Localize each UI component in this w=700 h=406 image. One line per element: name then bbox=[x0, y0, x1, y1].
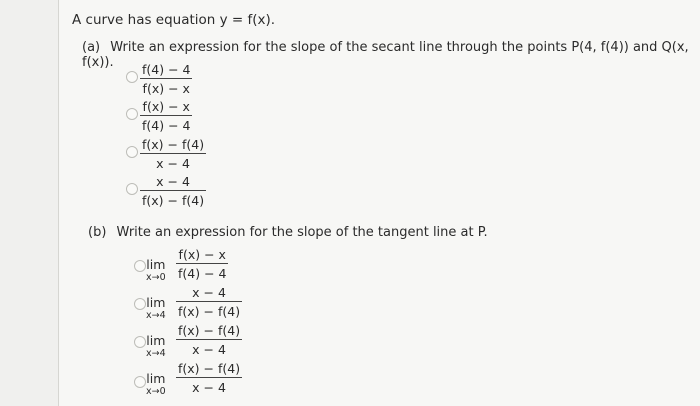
numerator: f(x) − f(4) bbox=[142, 137, 205, 152]
part-a-option-4-fraction bbox=[140, 174, 206, 208]
part-a-option-3-radio[interactable] bbox=[126, 146, 138, 158]
limit-word: lim bbox=[146, 371, 166, 386]
problem-text: A curve has equation y = f(x). bbox=[72, 12, 276, 28]
part-b-question: Write an expression for the slope of the tangent line at P. bbox=[116, 225, 488, 240]
part-b-option-1-fraction bbox=[176, 247, 228, 281]
denominator: x − 4 bbox=[156, 156, 190, 171]
part-b-option-3-limit bbox=[146, 334, 166, 360]
limit-subscript: x→0 bbox=[146, 386, 166, 397]
limit-word: lim bbox=[146, 295, 166, 310]
part-b-option-3-fraction bbox=[176, 323, 242, 357]
part-b-option-2-fraction bbox=[176, 285, 242, 319]
limit-word: lim bbox=[146, 257, 166, 272]
limit-word: lim bbox=[146, 333, 166, 348]
part-b-prompt bbox=[88, 225, 488, 240]
numerator: f(x) − x bbox=[142, 99, 190, 114]
fraction-bar bbox=[140, 153, 206, 154]
part-b-option-2-radio[interactable] bbox=[134, 298, 146, 310]
numerator: x − 4 bbox=[192, 285, 226, 300]
denominator: f(x) − f(4) bbox=[178, 304, 241, 319]
fraction-bar bbox=[140, 190, 206, 191]
part-a-option-2-fraction bbox=[140, 99, 192, 133]
numerator: f(x) − x bbox=[178, 247, 226, 262]
problem-statement bbox=[72, 12, 275, 28]
part-b-option-1-radio[interactable] bbox=[134, 260, 146, 272]
part-a-option-3-fraction bbox=[140, 137, 206, 171]
part-a-option-2-radio[interactable] bbox=[126, 108, 138, 120]
denominator: f(4) − 4 bbox=[142, 118, 191, 133]
fraction-bar bbox=[176, 339, 242, 340]
fraction-bar bbox=[176, 377, 242, 378]
part-a-question: Write an expression for the slope of the secant line through the points P(4, f(4)) and Q(x, f(x)). bbox=[82, 40, 689, 70]
part-a-label: (a) bbox=[82, 40, 101, 55]
denominator: f(x) − x bbox=[142, 81, 190, 96]
part-b-option-1-limit bbox=[146, 258, 166, 284]
fraction-bar bbox=[176, 263, 228, 264]
part-b-option-2-limit bbox=[146, 296, 166, 322]
part-b-option-4-radio[interactable] bbox=[134, 376, 146, 388]
part-b-label: (b) bbox=[88, 225, 107, 240]
denominator: x − 4 bbox=[192, 342, 226, 357]
part-a-option-1-fraction bbox=[140, 62, 192, 96]
part-b-option-3-radio[interactable] bbox=[134, 336, 146, 348]
numerator: f(4) − 4 bbox=[142, 62, 191, 77]
numerator: x − 4 bbox=[156, 174, 190, 189]
part-b-option-4-limit bbox=[146, 372, 166, 398]
denominator: f(4) − 4 bbox=[178, 266, 227, 281]
fraction-bar bbox=[176, 301, 242, 302]
fraction-bar bbox=[140, 78, 192, 79]
limit-subscript: x→4 bbox=[146, 310, 166, 321]
part-a-option-1-radio[interactable] bbox=[126, 71, 138, 83]
part-b-option-4-fraction bbox=[176, 361, 242, 395]
numerator: f(x) − f(4) bbox=[178, 323, 241, 338]
limit-subscript: x→0 bbox=[146, 272, 166, 283]
part-a-option-4-radio[interactable] bbox=[126, 183, 138, 195]
denominator: x − 4 bbox=[192, 380, 226, 395]
limit-subscript: x→4 bbox=[146, 348, 166, 359]
fraction-bar bbox=[140, 115, 192, 116]
numerator: f(x) − f(4) bbox=[178, 361, 241, 376]
denominator: f(x) − f(4) bbox=[142, 193, 205, 208]
